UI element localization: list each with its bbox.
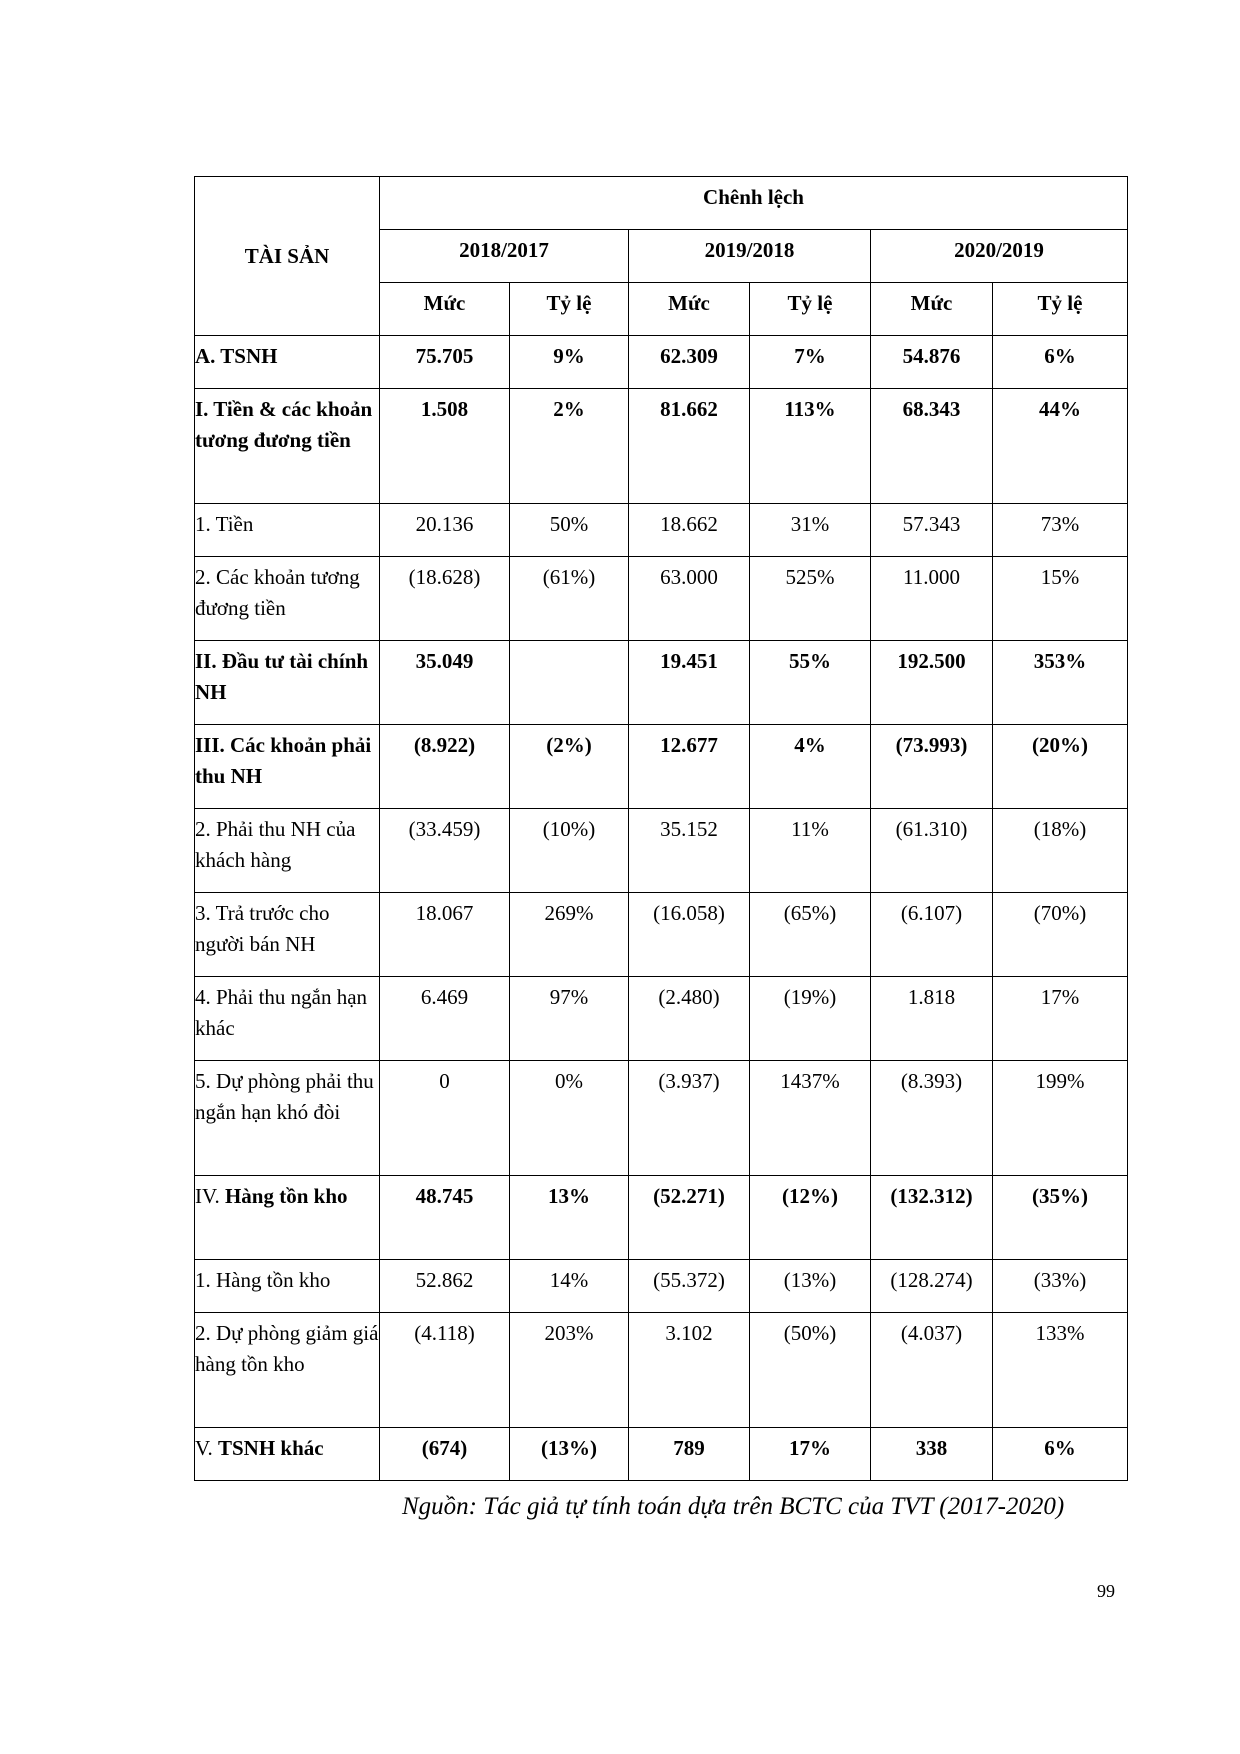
cell-value: 55% (750, 641, 871, 725)
cell-value: 269% (510, 893, 629, 977)
table-row (195, 1260, 1128, 1313)
row-label-prefix: IV. (195, 1184, 225, 1208)
cell-value: 50% (510, 504, 629, 557)
table-row (195, 1176, 1128, 1260)
row-label-main: TSNH khác (217, 1436, 324, 1460)
header-ratio: Tỷ lệ (750, 283, 871, 336)
table-row (195, 1428, 1128, 1481)
row-label-main: Hàng tồn kho (224, 1184, 348, 1208)
cell-value: 353% (993, 641, 1128, 725)
cell-value: 525% (750, 557, 871, 641)
cell-value: (65%) (750, 893, 871, 977)
cell-value: 35.152 (629, 809, 750, 893)
cell-value: 75.705 (380, 336, 510, 389)
cell-value: 6% (993, 1428, 1128, 1481)
source-note: Nguồn: Tác giả tự tính toán dựa trên BCTC của TVT (2017-2020) (402, 1493, 1065, 1520)
cell-value: (61.310) (871, 809, 993, 893)
cell-value: (4.118) (380, 1313, 510, 1428)
row-label: III. Các khoản phải thu NH (195, 725, 380, 809)
cell-value: (4.037) (871, 1313, 993, 1428)
cell-value: 11% (750, 809, 871, 893)
cell-value: (61%) (510, 557, 629, 641)
table-row (195, 977, 1128, 1061)
cell-value: 35.049 (380, 641, 510, 725)
cell-value: 62.309 (629, 336, 750, 389)
cell-value: 97% (510, 977, 629, 1061)
cell-value: (19%) (750, 977, 871, 1061)
cell-value: 13% (510, 1176, 629, 1260)
cell-value: (674) (380, 1428, 510, 1481)
cell-value: 68.343 (871, 389, 993, 504)
cell-value: (50%) (750, 1313, 871, 1428)
cell-value: (70%) (993, 893, 1128, 977)
asset-change-table (194, 176, 1128, 1481)
cell-value: (13%) (750, 1260, 871, 1313)
cell-value: 63.000 (629, 557, 750, 641)
cell-value: 17% (993, 977, 1128, 1061)
row-label: 3. Trả trước cho người bán NH (195, 893, 380, 977)
header-period-2020-2019: 2020/2019 (871, 230, 1128, 283)
cell-value: 1.508 (380, 389, 510, 504)
header-level: Mức (629, 283, 750, 336)
table-row (195, 1313, 1128, 1428)
cell-value: (52.271) (629, 1176, 750, 1260)
header-level: Mức (380, 283, 510, 336)
table-row (195, 809, 1128, 893)
cell-value: (2%) (510, 725, 629, 809)
cell-value: (10%) (510, 809, 629, 893)
cell-value: 48.745 (380, 1176, 510, 1260)
row-label: II. Đầu tư tài chính NH (195, 641, 380, 725)
cell-value: 15% (993, 557, 1128, 641)
cell-value: 113% (750, 389, 871, 504)
cell-value: 17% (750, 1428, 871, 1481)
cell-value: 20.136 (380, 504, 510, 557)
header-ratio: Tỷ lệ (993, 283, 1128, 336)
row-label-prefix: V. (195, 1436, 218, 1460)
header-asset: TÀI SẢN (195, 177, 380, 336)
row-label: I. Tiền & các khoản tương đương tiền (195, 389, 380, 504)
table-row (195, 641, 1128, 725)
table-row (195, 893, 1128, 977)
cell-value: (132.312) (871, 1176, 993, 1260)
header-level: Mức (871, 283, 993, 336)
cell-value: 31% (750, 504, 871, 557)
cell-value: 0 (380, 1061, 510, 1176)
table-row (195, 557, 1128, 641)
cell-value: (35%) (993, 1176, 1128, 1260)
cell-value: (6.107) (871, 893, 993, 977)
row-label: A. TSNH (195, 336, 380, 389)
table-row (195, 389, 1128, 504)
row-label: 2. Các khoản tương đương tiền (195, 557, 380, 641)
cell-value: 12.677 (629, 725, 750, 809)
cell-value: 9% (510, 336, 629, 389)
cell-value: 18.662 (629, 504, 750, 557)
header-difference: Chênh lệch (380, 177, 1128, 230)
cell-value: 1437% (750, 1061, 871, 1176)
cell-value: (18%) (993, 809, 1128, 893)
cell-value: 73% (993, 504, 1128, 557)
cell-value: (55.372) (629, 1260, 750, 1313)
cell-value: (13%) (510, 1428, 629, 1481)
cell-value: (128.274) (871, 1260, 993, 1313)
cell-value: (8.922) (380, 725, 510, 809)
cell-value: 14% (510, 1260, 629, 1313)
cell-value: (73.993) (871, 725, 993, 809)
row-label: 2. Phải thu NH của khách hàng (195, 809, 380, 893)
cell-value: 18.067 (380, 893, 510, 977)
cell-value: 81.662 (629, 389, 750, 504)
row-label (195, 1176, 380, 1260)
cell-value: (2.480) (629, 977, 750, 1061)
cell-value: 1.818 (871, 977, 993, 1061)
cell-value (510, 641, 629, 725)
cell-value: 2% (510, 389, 629, 504)
table-row (195, 725, 1128, 809)
cell-value: (33%) (993, 1260, 1128, 1313)
cell-value: 192.500 (871, 641, 993, 725)
row-label (195, 1428, 380, 1481)
table-row (195, 1061, 1128, 1176)
cell-value: 52.862 (380, 1260, 510, 1313)
cell-value: (18.628) (380, 557, 510, 641)
cell-value: 199% (993, 1061, 1128, 1176)
cell-value: (8.393) (871, 1061, 993, 1176)
cell-value: 4% (750, 725, 871, 809)
cell-value: 19.451 (629, 641, 750, 725)
cell-value: (12%) (750, 1176, 871, 1260)
cell-value: 54.876 (871, 336, 993, 389)
cell-value: (3.937) (629, 1061, 750, 1176)
row-label: 2. Dự phòng giảm giá hàng tồn kho (195, 1313, 380, 1428)
header-ratio: Tỷ lệ (510, 283, 629, 336)
row-label: 1. Hàng tồn kho (195, 1260, 380, 1313)
cell-value: (20%) (993, 725, 1128, 809)
cell-value: 57.343 (871, 504, 993, 557)
cell-value: 11.000 (871, 557, 993, 641)
cell-value: 133% (993, 1313, 1128, 1428)
cell-value: 789 (629, 1428, 750, 1481)
row-label: 4. Phải thu ngắn hạn khác (195, 977, 380, 1061)
cell-value: (33.459) (380, 809, 510, 893)
page-number: 99 (1097, 1581, 1115, 1601)
table-row (195, 336, 1128, 389)
cell-value: 6.469 (380, 977, 510, 1061)
cell-value: 338 (871, 1428, 993, 1481)
cell-value: (16.058) (629, 893, 750, 977)
cell-value: 203% (510, 1313, 629, 1428)
cell-value: 44% (993, 389, 1128, 504)
header-period-2018-2017: 2018/2017 (380, 230, 629, 283)
row-label: 1. Tiền (195, 504, 380, 557)
header-period-2019-2018: 2019/2018 (629, 230, 871, 283)
cell-value: 3.102 (629, 1313, 750, 1428)
row-label: 5. Dự phòng phải thu ngắn hạn khó đòi (195, 1061, 380, 1176)
cell-value: 0% (510, 1061, 629, 1176)
cell-value: 6% (993, 336, 1128, 389)
table-row (195, 504, 1128, 557)
cell-value: 7% (750, 336, 871, 389)
